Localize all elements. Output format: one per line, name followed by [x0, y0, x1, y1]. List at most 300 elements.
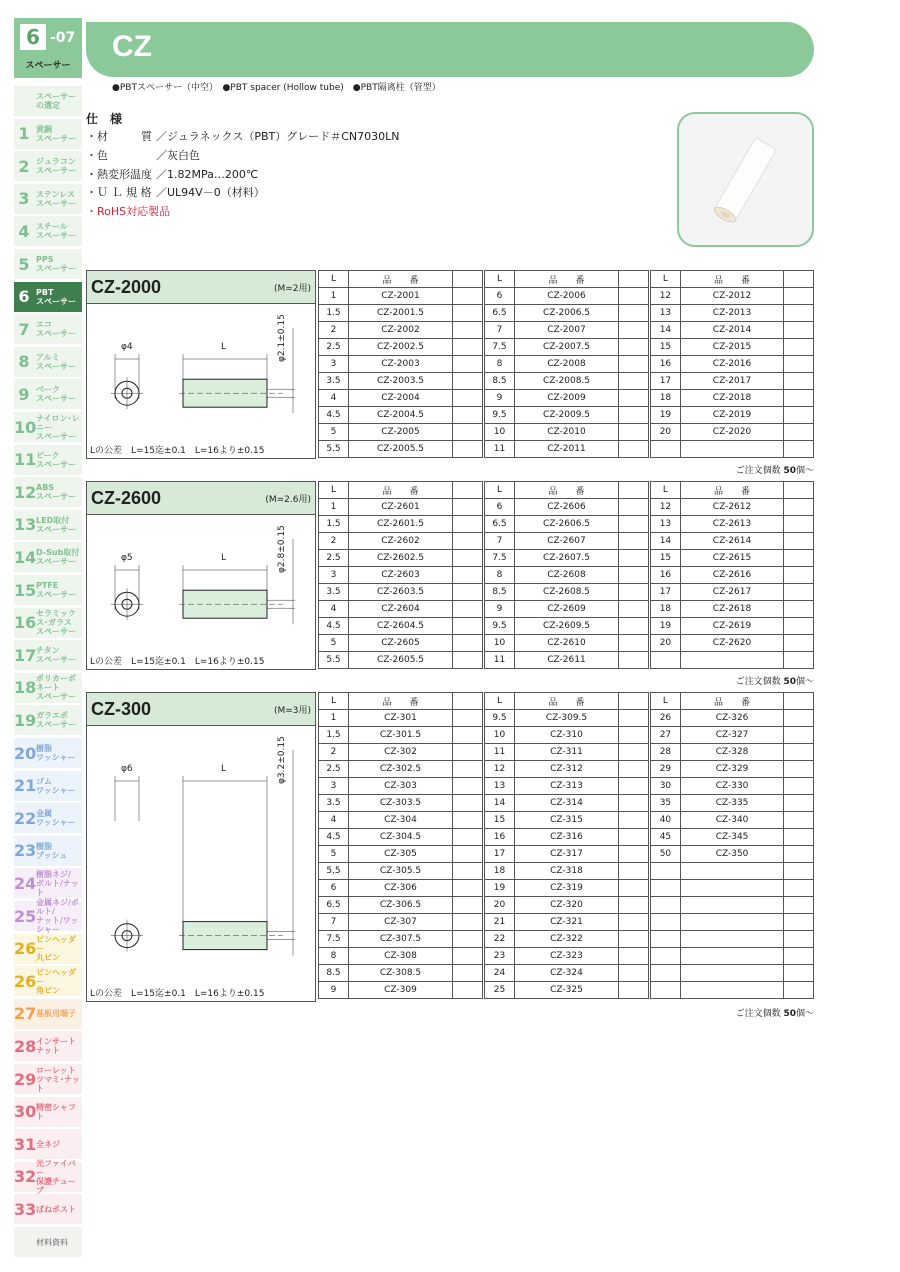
length-cell: 6 [485, 288, 515, 305]
table-row [651, 584, 814, 601]
length-cell: 12 [651, 288, 681, 305]
part-number-table [484, 692, 649, 999]
length-cell: 10 [485, 424, 515, 441]
spacer-tube-image [679, 114, 812, 245]
blank-cell [619, 424, 649, 441]
part-number-cell: CZ-306.5 [349, 897, 453, 914]
length-cell: 27 [651, 727, 681, 744]
sidebar-item-number: 9 [18, 384, 30, 404]
blank-cell [784, 948, 814, 965]
part-number-cell: CZ-2007.5 [515, 339, 619, 356]
blank-cell [619, 550, 649, 567]
sidebar-item[interactable] [14, 934, 82, 964]
blank-cell [453, 982, 483, 999]
table-row [651, 744, 814, 761]
length-cell: 3.5 [319, 373, 349, 390]
table-row [319, 516, 483, 533]
table-row [651, 846, 814, 863]
part-number-cell: CZ-2016 [680, 356, 783, 373]
chapter-subpage: -07 [50, 30, 76, 46]
sidebar-item-number: 27 [14, 1004, 37, 1024]
length-tolerance: Lの公差 L=15迄±0.1 L=16より±0.15 [90, 446, 265, 457]
table-row [319, 965, 483, 982]
blank-cell [453, 407, 483, 424]
blank-cell [784, 778, 814, 795]
part-number-cell [680, 965, 783, 982]
blank-cell [453, 356, 483, 373]
table-row [485, 863, 649, 880]
part-number-cell: CZ-2017 [680, 373, 783, 390]
table-row [319, 601, 483, 618]
blank-cell [453, 829, 483, 846]
table-row [651, 356, 814, 373]
table-row [485, 846, 649, 863]
sidebar-item[interactable] [14, 477, 82, 507]
part-number-cell: CZ-2604.5 [349, 618, 453, 635]
part-number-cell [680, 948, 783, 965]
sidebar-item[interactable] [14, 1129, 82, 1159]
table-row [651, 567, 814, 584]
table-row [485, 407, 649, 424]
table-row [485, 516, 649, 533]
part-number-cell [680, 863, 783, 880]
part-number-cell: CZ-2013 [680, 305, 783, 322]
blank-cell [453, 795, 483, 812]
table-row [485, 744, 649, 761]
sidebar-item[interactable] [14, 868, 82, 898]
blank-cell [784, 322, 814, 339]
sidebar-item[interactable] [14, 705, 82, 735]
sidebar-item[interactable] [14, 608, 82, 638]
part-number-cell: CZ-2019 [680, 407, 783, 424]
blank-cell [619, 710, 649, 727]
length-cell: 8 [485, 567, 515, 584]
table-row [319, 846, 483, 863]
sidebar-item[interactable] [14, 575, 82, 605]
table-row [651, 880, 814, 897]
length-cell: 7.5 [485, 550, 515, 567]
length-cell [651, 897, 681, 914]
table-row [485, 584, 649, 601]
product-name-box [86, 270, 316, 304]
part-number-cell: CZ-311 [515, 744, 619, 761]
sidebar-item-label: ピーク スペーサー [36, 450, 76, 469]
sidebar-item[interactable] [14, 1158, 82, 1195]
sidebar-item[interactable] [14, 347, 82, 377]
length-cell: 1 [319, 499, 349, 516]
table-row [485, 373, 649, 390]
length-cell: 5.5 [319, 652, 349, 669]
spec-line: ・材 質 ／ジュラネックス（PBT）グレード＃CN7030LN [86, 130, 400, 143]
part-number-cell: CZ-326 [680, 710, 783, 727]
sidebar-item[interactable] [14, 151, 82, 181]
part-number-cell [680, 652, 783, 669]
sidebar-item[interactable] [14, 738, 82, 768]
sidebar-item-label: ナイロン･レニー スペーサー [36, 413, 80, 441]
part-number-cell: CZ-309 [349, 982, 453, 999]
sidebar-item-number: 18 [14, 678, 37, 698]
sidebar-item[interactable] [14, 445, 82, 475]
blank-cell [619, 305, 649, 322]
part-number-cell: CZ-2003.5 [349, 373, 453, 390]
part-number-cell: CZ-2020 [680, 424, 783, 441]
length-cell [651, 880, 681, 897]
part-number-cell: CZ-301.5 [349, 727, 453, 744]
blank-cell [619, 407, 649, 424]
sidebar-item-label: ポリカーボネート スペーサー [36, 674, 76, 702]
part-number-table [484, 481, 649, 669]
table-row [319, 618, 483, 635]
sidebar-item-label: スチール スペーサー [36, 222, 76, 241]
sidebar-item-label: エコ スペーサー [36, 320, 76, 339]
part-number-cell: CZ-306 [349, 880, 453, 897]
part-number-cell: CZ-2605 [349, 635, 453, 652]
sidebar-item-label: 黄銅 スペーサー [36, 124, 76, 143]
table-row [319, 584, 483, 601]
sidebar-item[interactable] [14, 119, 82, 149]
length-cell: 20 [651, 424, 681, 441]
table-row [485, 533, 649, 550]
part-number-cell: CZ-308 [349, 948, 453, 965]
length-cell: 20 [485, 897, 515, 914]
sidebar-item-label: セラミックス･ガラス スペーサー [36, 609, 76, 637]
blank-cell [453, 812, 483, 829]
part-number-cell: CZ-2614 [680, 533, 783, 550]
part-number-cell: CZ-2609 [515, 601, 619, 618]
length-cell: 6 [485, 499, 515, 516]
blank-cell [619, 982, 649, 999]
blank-cell [453, 373, 483, 390]
sidebar-item[interactable] [14, 542, 82, 572]
part-number-cell: CZ-304.5 [349, 829, 453, 846]
length-cell [651, 652, 681, 669]
sidebar-item[interactable] [14, 1227, 82, 1257]
sidebar-item[interactable] [14, 86, 82, 116]
length-cell [651, 965, 681, 982]
column-header-part-number: 品 番 [349, 271, 453, 288]
part-number-cell: CZ-2002.5 [349, 339, 453, 356]
sidebar-item-label: ローレット ツマミ･ナット [36, 1065, 80, 1093]
blank-cell [453, 516, 483, 533]
sidebar-item-number: 28 [14, 1036, 37, 1056]
sidebar-item-label: PBT スペーサー [36, 287, 76, 306]
sidebar-item[interactable] [14, 282, 82, 312]
blank-cell [619, 863, 649, 880]
length-cell: 4 [319, 601, 349, 618]
table-row [319, 948, 483, 965]
part-number-cell [680, 982, 783, 999]
part-number-cell: CZ-310 [515, 727, 619, 744]
sidebar-item[interactable] [14, 803, 82, 833]
table-row [485, 356, 649, 373]
blank-cell [784, 812, 814, 829]
length-cell: 7 [319, 914, 349, 931]
column-header-part-number: 品 番 [515, 482, 619, 499]
part-number-cell: CZ-2608.5 [515, 584, 619, 601]
sidebar-item-label: ばねポスト [36, 1204, 76, 1214]
order-unit: 個〜 [795, 466, 814, 477]
blank-cell [784, 424, 814, 441]
part-number-cell: CZ-2611 [515, 652, 619, 669]
order-text: ご注文個数 [735, 677, 784, 688]
table-row [485, 761, 649, 778]
table-row [485, 812, 649, 829]
blank-cell [619, 965, 649, 982]
part-number-cell: CZ-2602.5 [349, 550, 453, 567]
blank-cell [619, 652, 649, 669]
table-row [485, 635, 649, 652]
length-cell: 20 [651, 635, 681, 652]
sidebar-item[interactable] [14, 1064, 82, 1094]
outer-diameter-label: φ5 [121, 553, 133, 563]
table-row [651, 914, 814, 931]
length-tolerance: Lの公差 L=15迄±0.1 L=16より±0.15 [90, 657, 265, 668]
length-cell: 17 [485, 846, 515, 863]
length-cell: 26 [651, 710, 681, 727]
blank-cell [453, 880, 483, 897]
column-header-part-number: 品 番 [349, 693, 453, 710]
part-number-cell: CZ-2009 [515, 390, 619, 407]
table-row [651, 829, 814, 846]
sidebar-item[interactable] [14, 836, 82, 866]
sidebar-item[interactable] [14, 1194, 82, 1224]
length-cell: 25 [485, 982, 515, 999]
sidebar-item-number: 10 [14, 417, 37, 437]
sidebar-item[interactable] [14, 1097, 82, 1127]
sidebar-item-label: D-Sub取付 スペーサー [36, 548, 80, 567]
part-number-cell: CZ-2001.5 [349, 305, 453, 322]
sidebar-item[interactable] [14, 510, 82, 540]
sidebar-item-number: 20 [14, 743, 37, 763]
page-title: CZ [112, 30, 152, 63]
sidebar-item[interactable] [14, 249, 82, 279]
table-row [319, 863, 483, 880]
blank-cell [619, 744, 649, 761]
table-row [651, 305, 814, 322]
part-number-table [318, 481, 483, 669]
blank-cell [784, 863, 814, 880]
part-number-cell: CZ-302.5 [349, 761, 453, 778]
sidebar-item[interactable] [14, 184, 82, 214]
length-cell: 22 [485, 931, 515, 948]
table-row [319, 550, 483, 567]
length-cell: 2.5 [319, 550, 349, 567]
part-number-cell: CZ-319 [515, 880, 619, 897]
table-row [319, 390, 483, 407]
order-quantity: 50 [783, 1008, 796, 1019]
length-cell: 1.5 [319, 727, 349, 744]
table-row [485, 441, 649, 458]
sidebar-item[interactable] [14, 412, 82, 442]
table-row [651, 727, 814, 744]
column-header-length: L [651, 693, 681, 710]
length-cell: 17 [651, 373, 681, 390]
length-cell: 4 [319, 812, 349, 829]
product-name-box [86, 692, 316, 726]
table-row [319, 727, 483, 744]
blank-cell [453, 931, 483, 948]
sidebar-item-label: 金属ネジ/ボルト/ ナット/ワッシャー [36, 898, 79, 934]
table-row [319, 305, 483, 322]
blank-cell [784, 288, 814, 305]
sidebar-item-label: ベーク スペーサー [36, 385, 76, 404]
length-cell: 2.5 [319, 761, 349, 778]
table-row [485, 652, 649, 669]
part-number-cell: CZ-2004 [349, 390, 453, 407]
length-cell: 10 [485, 727, 515, 744]
sidebar-item[interactable] [14, 673, 82, 703]
order-quantity: 50 [783, 466, 796, 477]
column-header-part-number: 品 番 [349, 482, 453, 499]
blank-cell [453, 727, 483, 744]
sidebar-item-number: 12 [14, 482, 37, 502]
inner-diameter-label: φ2.8±0.15 [277, 525, 287, 573]
sidebar-item-number: 13 [14, 515, 37, 535]
part-number-cell: CZ-2605.5 [349, 652, 453, 669]
blank-cell [619, 601, 649, 618]
length-cell [651, 948, 681, 965]
sidebar-item[interactable] [14, 1031, 82, 1061]
length-cell: 11 [485, 744, 515, 761]
length-cell: 6.5 [319, 897, 349, 914]
table-row [651, 761, 814, 778]
part-number-cell [680, 441, 783, 458]
column-header-length: L [319, 482, 349, 499]
minimum-order-note [736, 463, 814, 476]
part-number-cell [680, 897, 783, 914]
part-number-cell: CZ-2005.5 [349, 441, 453, 458]
part-number-cell: CZ-303 [349, 778, 453, 795]
sidebar-item-label: 基板用端子 [36, 1009, 76, 1019]
blank-cell [619, 322, 649, 339]
blank-cell [453, 584, 483, 601]
part-number-cell: CZ-307 [349, 914, 453, 931]
length-cell: 16 [651, 567, 681, 584]
part-number-cell: CZ-2006 [515, 288, 619, 305]
table-row [485, 618, 649, 635]
sidebar-item-number: 25 [14, 906, 37, 926]
outer-diameter-label: φ4 [121, 342, 133, 352]
sidebar-item[interactable] [14, 966, 82, 996]
blank-cell [784, 982, 814, 999]
table-row [485, 550, 649, 567]
blank-cell [453, 778, 483, 795]
blank-cell [619, 373, 649, 390]
part-number-cell: CZ-350 [680, 846, 783, 863]
sidebar-item[interactable] [14, 640, 82, 670]
blank-cell [453, 914, 483, 931]
table-row [485, 727, 649, 744]
sidebar-item-number: 1 [18, 124, 30, 144]
length-cell: 2 [319, 744, 349, 761]
length-cell [651, 863, 681, 880]
part-number-cell: CZ-2003 [349, 356, 453, 373]
product-name: CZ-300 [91, 699, 152, 719]
blank-cell [619, 880, 649, 897]
table-header-row [651, 482, 814, 499]
sidebar-item[interactable] [14, 379, 82, 409]
product-block [86, 692, 814, 1018]
table-row [319, 931, 483, 948]
part-number-cell: CZ-2617 [680, 584, 783, 601]
blank-cell [619, 618, 649, 635]
blank-cell [619, 727, 649, 744]
table-row [651, 931, 814, 948]
blank-cell [619, 846, 649, 863]
table-row [319, 288, 483, 305]
sidebar-item-label: 材料資料 [36, 1237, 68, 1247]
length-cell: 30 [651, 778, 681, 795]
column-header-part-number: 品 番 [680, 693, 783, 710]
sidebar-item-label: 光ファイバー 保護チューブ [36, 1158, 76, 1195]
length-cell: 15 [651, 339, 681, 356]
length-cell: 18 [651, 390, 681, 407]
length-cell [651, 441, 681, 458]
part-number-cell: CZ-2011 [515, 441, 619, 458]
part-number-cell: CZ-2606 [515, 499, 619, 516]
sidebar-item[interactable] [14, 216, 82, 246]
part-number-cell: CZ-2018 [680, 390, 783, 407]
blank-cell [619, 778, 649, 795]
length-cell: 6.5 [485, 305, 515, 322]
sidebar-item-number: 21 [14, 776, 37, 796]
blank-cell [619, 288, 649, 305]
table-header-row [319, 271, 483, 288]
sidebar-item[interactable] [14, 898, 82, 934]
blank-cell [453, 846, 483, 863]
part-number-cell: CZ-2001 [349, 288, 453, 305]
sidebar-item[interactable] [14, 771, 82, 801]
blank-cell [784, 846, 814, 863]
sidebar-item-label: アルミ スペーサー [36, 352, 76, 371]
sidebar-item[interactable] [14, 999, 82, 1029]
blank-cell [453, 305, 483, 322]
part-number-cell: CZ-2618 [680, 601, 783, 618]
table-header-row [485, 482, 649, 499]
table-header-row [485, 693, 649, 710]
sidebar-item[interactable] [14, 314, 82, 344]
blank-cell [619, 584, 649, 601]
part-number-cell: CZ-304 [349, 812, 453, 829]
part-number-cell: CZ-330 [680, 778, 783, 795]
part-number-table [318, 692, 483, 999]
sidebar-item-number: 24 [14, 873, 37, 893]
table-row [485, 948, 649, 965]
blank-cell [784, 965, 814, 982]
dimension-drawing [86, 515, 316, 670]
length-cell: 7 [485, 322, 515, 339]
blank-cell [784, 533, 814, 550]
blank-cell [784, 761, 814, 778]
part-number-cell: CZ-317 [515, 846, 619, 863]
blank-cell [784, 710, 814, 727]
blank-cell [453, 965, 483, 982]
part-number-cell: CZ-2607.5 [515, 550, 619, 567]
table-row [319, 635, 483, 652]
sidebar-item-number: 22 [14, 808, 37, 828]
part-number-table [650, 270, 814, 458]
blank-cell [619, 635, 649, 652]
blank-cell [784, 914, 814, 931]
blank-cell [453, 533, 483, 550]
length-cell: 13 [651, 305, 681, 322]
blank-cell [453, 424, 483, 441]
length-cell: 11 [485, 652, 515, 669]
sidebar-item-number: 23 [14, 841, 37, 861]
blank-cell [453, 948, 483, 965]
rohs-note: ・RoHS対応製品 [86, 205, 171, 218]
table-row [651, 897, 814, 914]
